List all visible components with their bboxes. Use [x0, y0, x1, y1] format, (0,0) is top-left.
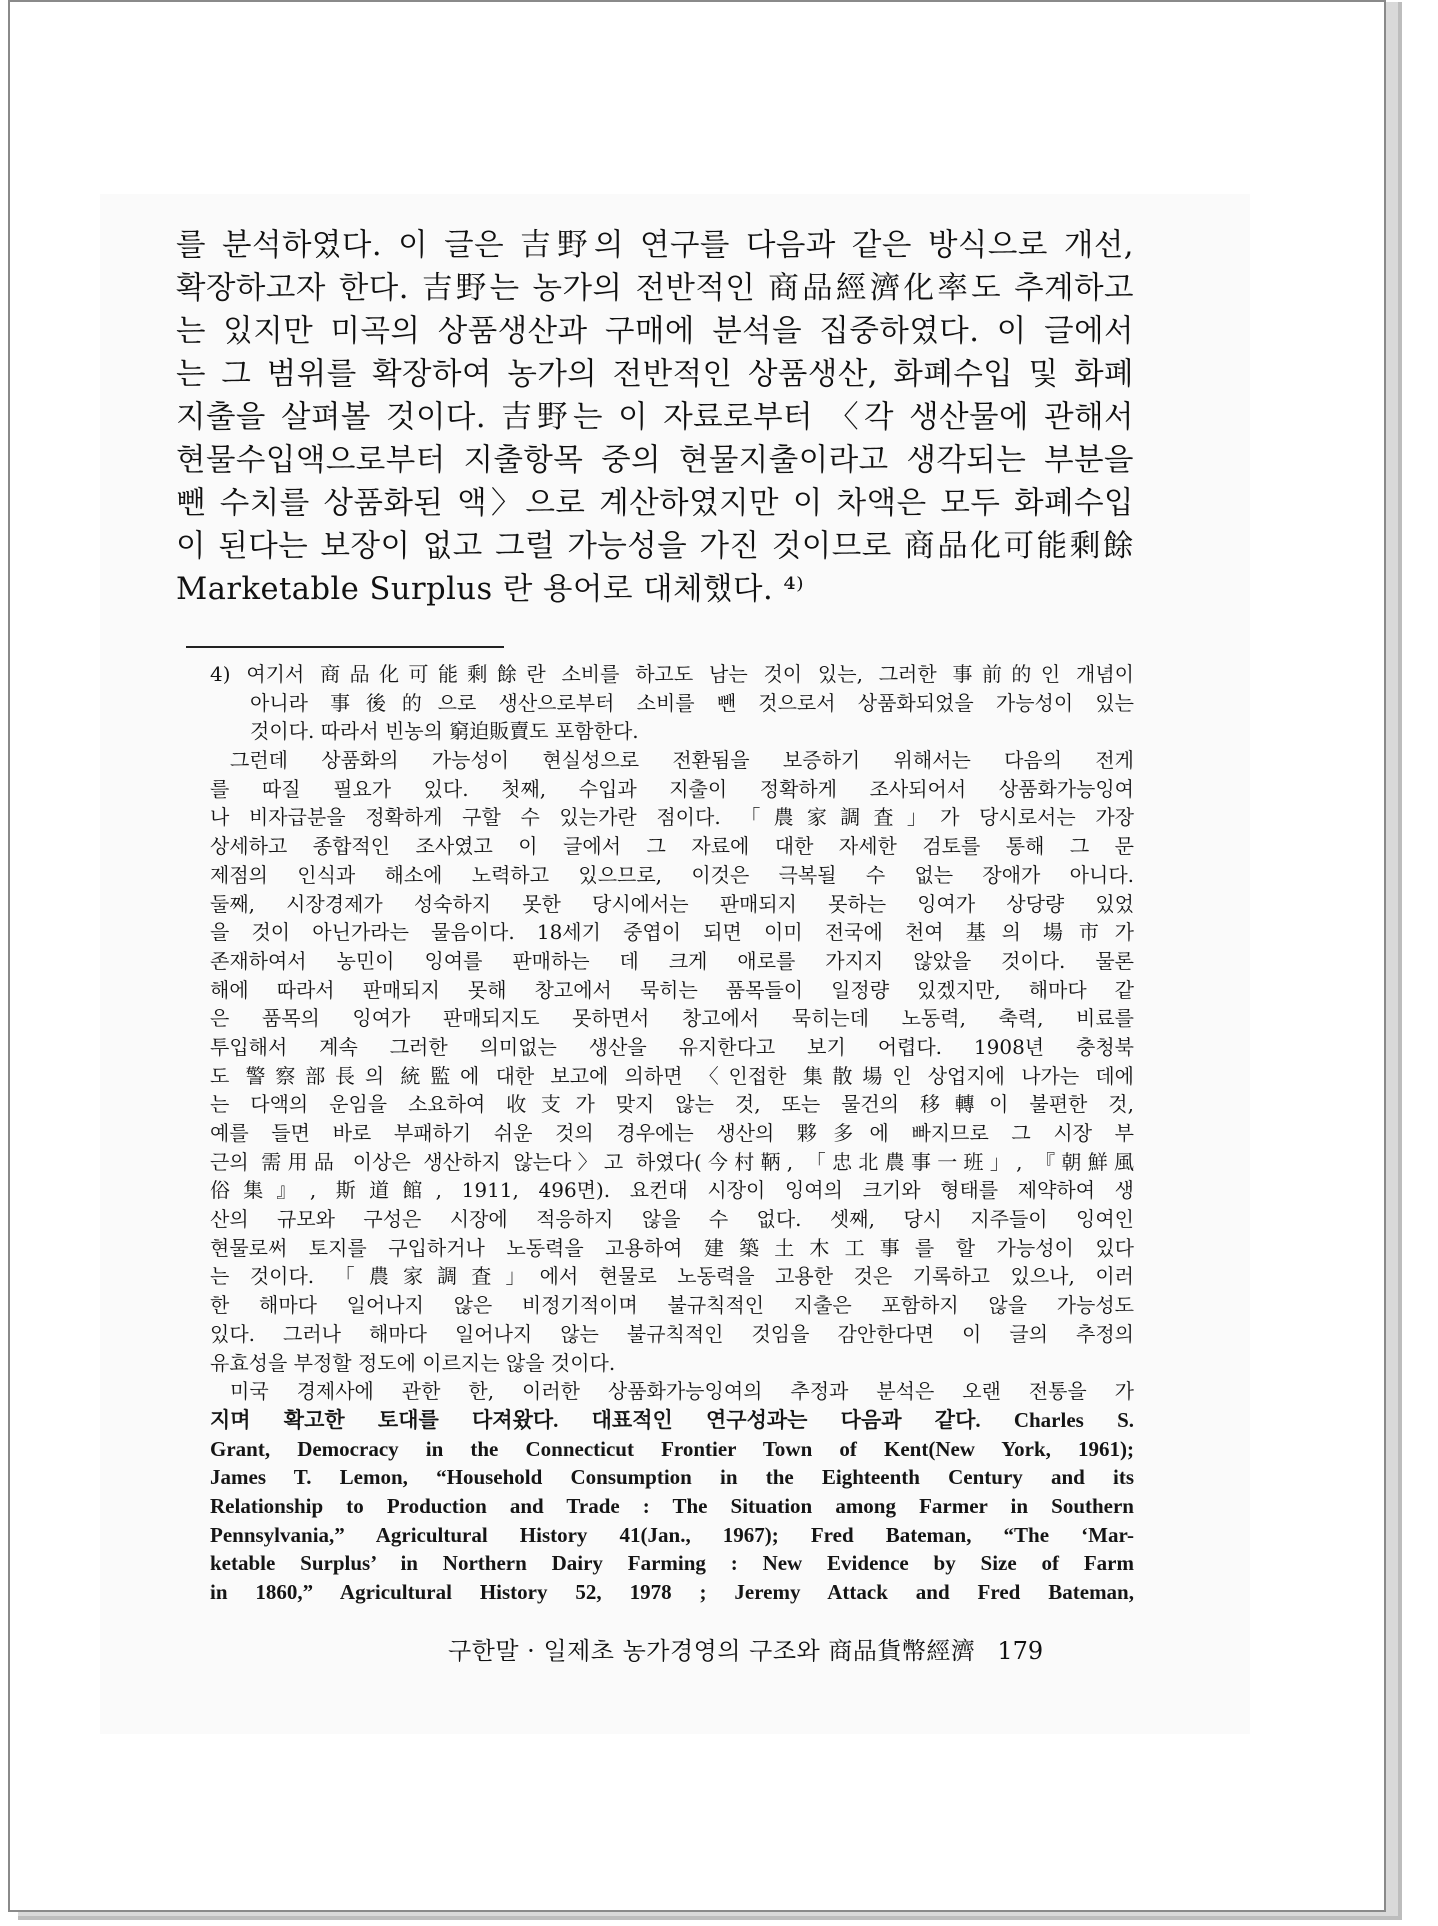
footnote-line: ketable Surplus’ in Northern Dairy Farming : New Evidence by Size of Farm	[210, 1551, 1134, 1576]
footnote-line: Pennsylvania,” Agricultural History 41(Jan., 1967); Fred Bateman, “The ‘Mar-	[210, 1522, 1134, 1547]
footnote-line: 상세하고 종합적인 조사였고 이 글에서 그 자료에 대한 자세한 검토를 통해 그 문	[210, 834, 1134, 859]
footnote-line: 미국 경제사에 관한 한, 이러한 상품화가능잉여의 추정과 분석은 오랜 전통을 가	[230, 1379, 1134, 1404]
footnote-line: 둘째, 시장경제가 성숙하지 못한 당시에서는 판매되지 못하는 잉여가 상당량 있었	[210, 891, 1134, 916]
body-line: 는 그 범위를 확장하여 농가의 전반적인 상품생산, 화폐수입 및 화폐	[176, 357, 1134, 392]
footnote-line: 나 비자급분을 정확하게 구할 수 있는가란 점이다. 「農家調査」가 당시로서는 가장	[210, 805, 1134, 830]
page-number: 179	[997, 1637, 1044, 1665]
body-line: 뺀 수치를 상품화된 액〉으로 계산하였지만 이 차액은 모두 화폐수입	[176, 486, 1134, 521]
footnote-line: 근의 需用品 이상은 생산하지 않는다〉고 하였다(今村鞆, 「忠北農事一班」, 『朝鮮風	[210, 1149, 1134, 1174]
footnote-line: 있다. 그러나 해마다 일어나지 않는 불규칙적인 것임을 감안한다면 이 글의 추정의	[210, 1321, 1134, 1346]
footnote-line: 는 다액의 운임을 소요하여 收支가 맞지 않는 것, 또는 물건의 移轉이 불편한 것,	[210, 1092, 1134, 1117]
footnote-line: 4) 여기서 商品化可能剩餘란 소비를 하고도 남는 것이 있는, 그러한 事前的인 개념이	[210, 662, 1134, 686]
footnote-line: 투입해서 계속 그러한 의미없는 생산을 유지한다고 보기 어렵다. 1908년 충청북	[210, 1034, 1134, 1059]
footnote-4	[210, 660, 1134, 1607]
footnote-line: 존재하여서 농민이 잉여를 판매하는 데 크게 애로를 가지지 않았을 것이다. 물론	[210, 948, 1134, 973]
footnote-line: 해에 따라서 판매되지 못해 창고에서 묵히는 품목들이 일정량 있겠지만, 해마다 같	[210, 977, 1134, 1002]
footnote-line: 산의 규모와 구성은 시장에 적응하지 않을 수 없다. 셋째, 당시 지주들이 잉여인	[210, 1207, 1134, 1232]
footnote-line: 현물로써 토지를 구입하거나 노동력을 고용하여 建築土木工事를 할 가능성이 있다	[210, 1235, 1134, 1260]
footnote-line: 제점의 인식과 해소에 노력하고 있으므로, 이것은 극복될 수 없는 장애가 아니다.	[210, 862, 1134, 887]
footnote-line: 그런데 상품화의 가능성이 현실성으로 전환됨을 보증하기 위해서는 다음의 전게	[230, 748, 1134, 773]
footnote-line: 도 警察部長의 統監에 대한 보고에 의하면 〈인접한 集散場인 상업지에 나가는 데에	[210, 1063, 1134, 1088]
footnote-line: Relationship to Production and Trade : The Situation among Farmer in Southern	[210, 1493, 1134, 1518]
footnote-line: 를 따질 필요가 있다. 첫째, 수입과 지출이 정확하게 조사되어서 상품화가능잉여	[210, 776, 1134, 801]
footnote-line: 아니라 事後的으로 생산으로부터 소비를 뺀 것으로서 상품화되었을 가능성이 있는	[250, 690, 1134, 715]
footnote-line: 예를 들면 바로 부패하기 쉬운 것의 경우에는 생산의 夥多에 빠지므로 그 시장 부	[210, 1121, 1134, 1145]
running-title: 구한말 · 일제초 농가경영의 구조와 商品貨幣經濟	[448, 1637, 976, 1665]
body-line: 확장하고자 한다. 吉野는 농가의 전반적인 商品經濟化率도 추계하고	[176, 271, 1134, 306]
running-footer	[448, 1634, 1128, 1668]
body-line: Marketable Surplus 란 용어로 대체했다. ⁴⁾	[176, 572, 805, 607]
body-line: 현물수입액으로부터 지출항목 중의 현물지출이라고 생각되는 부분을	[176, 443, 1134, 478]
body-line: 이 된다는 보장이 없고 그럴 가능성을 가진 것이므로 商品化可能剩餘	[176, 529, 1134, 564]
footnote-line: 을 것이 아닌가라는 물음이다. 18세기 중엽이 되면 이미 전국에 천여 基의 場市가	[210, 920, 1134, 945]
footnote-line: 는 것이다. 「農家調査」에서 현물로 노동력을 고용한 것은 기록하고 있으나, 이러	[210, 1264, 1134, 1289]
footnote-line: Grant, Democracy in the Connecticut Frontier Town of Kent(New York, 1961);	[210, 1436, 1134, 1461]
footnote-line: James T. Lemon, “Household Consumption in the Eighteenth Century and its	[210, 1465, 1134, 1490]
body-line: 를 분석하였다. 이 글은 吉野의 연구를 다음과 같은 방식으로 개선,	[176, 228, 1134, 263]
footnote-line: 俗集』, 斯道館, 1911, 496면). 요컨대 시장이 잉여의 크기와 형태를 제약하여 생	[210, 1178, 1134, 1203]
footnote-line: 유효성을 부정할 정도에 이르지는 않을 것이다.	[210, 1350, 616, 1375]
footnote-line: in 1860,” Agricultural History 52, 1978 ; Jeremy Attack and Fred Bateman,	[210, 1580, 1134, 1604]
body-line: 는 있지만 미곡의 상품생산과 구매에 분석을 집중하였다. 이 글에서	[176, 314, 1134, 349]
footnote-line: 것이다. 따라서 빈농의 窮迫販賣도 포함한다.	[250, 719, 639, 744]
footnote-line: 지며 확고한 토대를 다져왔다. 대표적인 연구성과는 다음과 같다. Charles S.	[210, 1407, 1134, 1432]
footnote-divider	[186, 646, 504, 648]
footnote-line: 은 품목의 잉여가 판매되지도 못하면서 창고에서 묵히는데 노동력, 축력, 비료를	[210, 1006, 1134, 1031]
footnote-line: 한 해마다 일어나지 않은 비정기적이며 불규칙적인 지출은 포함하지 않을 가능성도	[210, 1293, 1134, 1318]
body-line: 지출을 살펴볼 것이다. 吉野는 이 자료로부터 〈각 생산물에 관해서	[176, 400, 1134, 435]
body-paragraph	[176, 224, 1134, 611]
